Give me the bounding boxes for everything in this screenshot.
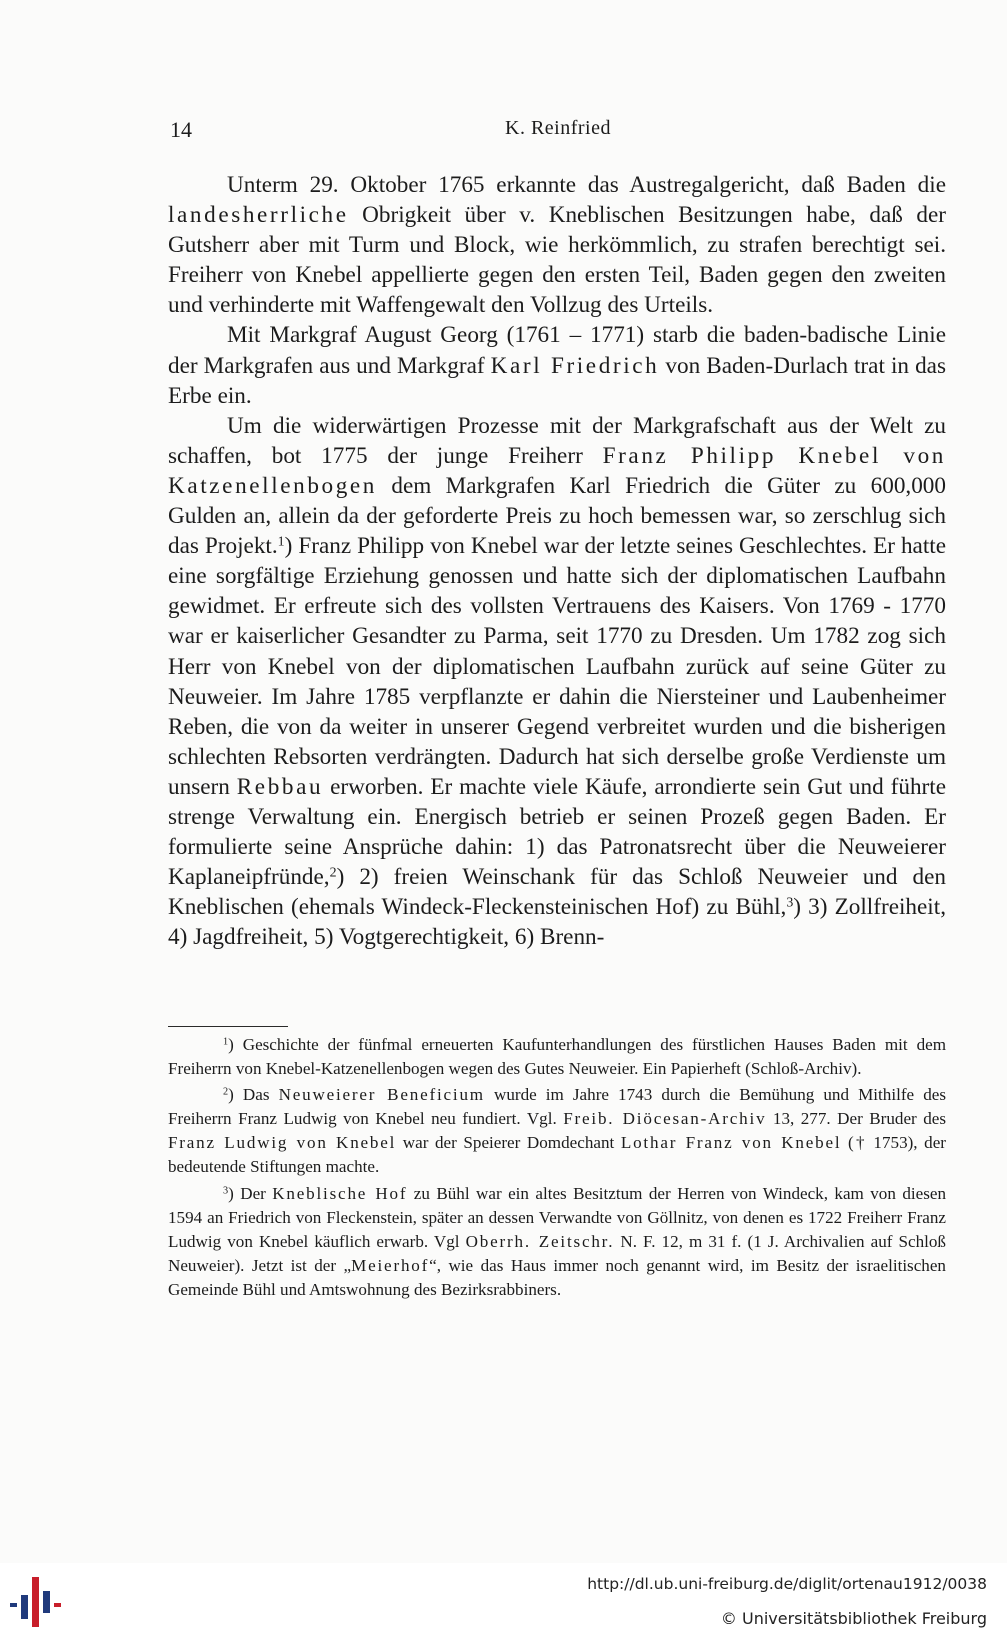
footnote-2 <box>168 1083 946 1179</box>
paragraph-3 <box>168 411 946 953</box>
footnote-text: war der Speierer Domdechant <box>396 1133 621 1153</box>
text-span: Mit Markgraf August Georg (1761 – 1771) starb die baden-badische Linie der Markgrafen aus und Markgraf <box>168 322 946 379</box>
footnote-text: († 1753), der bedeutende Stiftungen machte. <box>168 1133 946 1177</box>
footnote-marker: 3 <box>223 1184 229 1196</box>
paragraph-2 <box>168 320 946 410</box>
footnotes <box>168 1033 946 1302</box>
emphasis-text: Freib. Diöcesan-Archiv <box>563 1109 767 1129</box>
footnote-text: 13, 277. Der Bruder des <box>766 1109 946 1129</box>
library-logo-icon <box>10 1577 62 1627</box>
text-span: dem Markgrafen Karl Friedrich die Güter zu 600,000 Gulden an, allein da der geforderte Preis zu hoch bemessen war, so zerschlug sich das Projekt. <box>168 472 946 560</box>
footnote-text: ) Das <box>228 1085 279 1105</box>
text-span: ) Franz Philipp von Knebel war der letzte seines Geschlechtes. Er hatte eine sorgfältige Erziehung genossen und hatte sich der diplomatischen Laufbahn gewidmet. Er erfreute sich des vollsten Vertrauens des Kaisers. Von 1769 - 1770 war er kaiserlicher Gesandter zu Parma, seit 1770 zu Dresden. Um 1782 zog sich Herr von Knebel von der diplomatischen Laufbahn zurück auf seine Güter zu Neuweier. Im Jahre 1785 verpflanzte er dahin die Niersteiner und Laubenheimer Reben, die von da weiter in unserer Gegend verbreitet wurden und die bisherigen schlechten Rebsorten verdrängten. Dadurch hat sich derselbe große Verdienste um unsern <box>168 533 946 800</box>
footnote-text: N. F. 12, m 31 f. (1 J. Archivalien auf Schloß Neuweier). Jetzt ist der „ <box>168 1231 946 1275</box>
emphasis-text: Kneblische Hof <box>272 1183 408 1203</box>
footnote-text: “, wie das Haus immer noch genannt wird, im Besitz der israelitischen Gemeinde Bühl und Amtswohnung des Bezirksrabbiners. <box>168 1255 946 1299</box>
page-number: 14 <box>170 117 192 142</box>
emphasis-text: Lothar Franz von Knebel <box>620 1133 842 1153</box>
emphasis-text: Franz Ludwig von Knebel <box>168 1133 397 1153</box>
footnote-text: ) Der <box>228 1183 273 1203</box>
text-span: Obrigkeit über v. Kneblischen Besitzungen habe, daß der Gutsherr aber mit Turm und Block, wie herkömmlich, zu strafen berechtigt sei. Freiherr von Knebel appellierte gegen den ersten Teil, Baden gegen den zweiten und verhinderte mit Waffengewalt den Vollzug des Urteils. <box>168 202 946 319</box>
footnote-text: wurde im Jahre 1743 durch die Bemühung und Mithilfe des Freiherrn Franz Ludwig von Knebel neu fundiert. Vgl. <box>168 1085 946 1129</box>
emphasis-text: Neuweierer Beneficium <box>278 1085 485 1105</box>
footnote-1 <box>168 1033 946 1081</box>
footnote-marker: 2 <box>223 1086 229 1098</box>
text-span: Unterm 29. Oktober 1765 erkannte das Austregalgericht, daß Baden die <box>227 172 946 198</box>
text-span: erworben. Er machte viele Käufe, arrondierte sein Gut und führte strenge Verwaltung ein. Energisch betrieb er seinen Prozeß gegen Baden. Er formulierte seine Ansprüche dahin: 1) das Patronatsrecht über die Neuweierer Kaplaneipfründe, <box>168 773 946 891</box>
main-text <box>168 170 946 952</box>
footnote-ref: 2 <box>329 865 337 881</box>
running-title: K. Reinfried <box>505 117 611 139</box>
footnote-ref: 3 <box>786 895 794 911</box>
page-header <box>170 113 946 147</box>
text-span: ) 2) freien Weinschank für das Schloß Neuweier und den Kneblischen (ehemals Windeck-Fleckensteinischen Hof) zu Bühl, <box>168 864 946 921</box>
emphasis-text: Oberrh. Zeitschr. <box>465 1231 615 1251</box>
text-span: Um die widerwärtigen Prozesse mit der Markgrafschaft aus der Welt zu schaffen, bot 1775 der junge Freiherr <box>168 412 946 469</box>
emphasis-text: Meierhof <box>351 1255 430 1275</box>
footnote-ref: 1 <box>277 534 285 550</box>
emphasis-text: landesherrliche <box>168 202 349 229</box>
footnote-text: ) Geschichte der fünfmal erneuerten Kaufunterhandlungen des fürstlichen Hauses Baden mit dem Freiherrn von Knebel-Katzenellenbogen wegen des Gutes Neuweier. Ein Papierheft (Schloß-Archiv). <box>168 1035 946 1079</box>
footnote-marker: 1 <box>223 1036 229 1048</box>
copyright-notice: © Universitätsbibliothek Freiburg <box>720 1609 987 1628</box>
emphasis-text: Franz Philipp Knebel von Katzenellenbogen <box>168 442 946 499</box>
footnote-text: zu Bühl war ein altes Besitztum der Herren von Windeck, kam von diesen 1594 an Friedrich von Fleckenstein, später an dessen Verwandte von Göllnitz, von denen es 1722 Freiherr Franz Ludwig von Knebel käuflich erwarb. Vgl <box>168 1183 946 1251</box>
footnote-divider <box>168 1026 288 1027</box>
paragraph-1 <box>168 170 946 320</box>
emphasis-text: Rebbau <box>236 773 324 800</box>
text-span: von Baden-Durlach trat in das Erbe ein. <box>168 352 946 409</box>
emphasis-text: Karl Friedrich <box>490 352 660 379</box>
permalink-url[interactable]: http://dl.ub.uni-freiburg.de/diglit/ortenau1912/0038 <box>587 1575 987 1593</box>
footnote-3 <box>168 1182 946 1302</box>
text-span: ) 3) Zollfreiheit, 4) Jagdfreiheit, 5) Vogtgerechtigkeit, 6) Brenn- <box>168 894 946 951</box>
